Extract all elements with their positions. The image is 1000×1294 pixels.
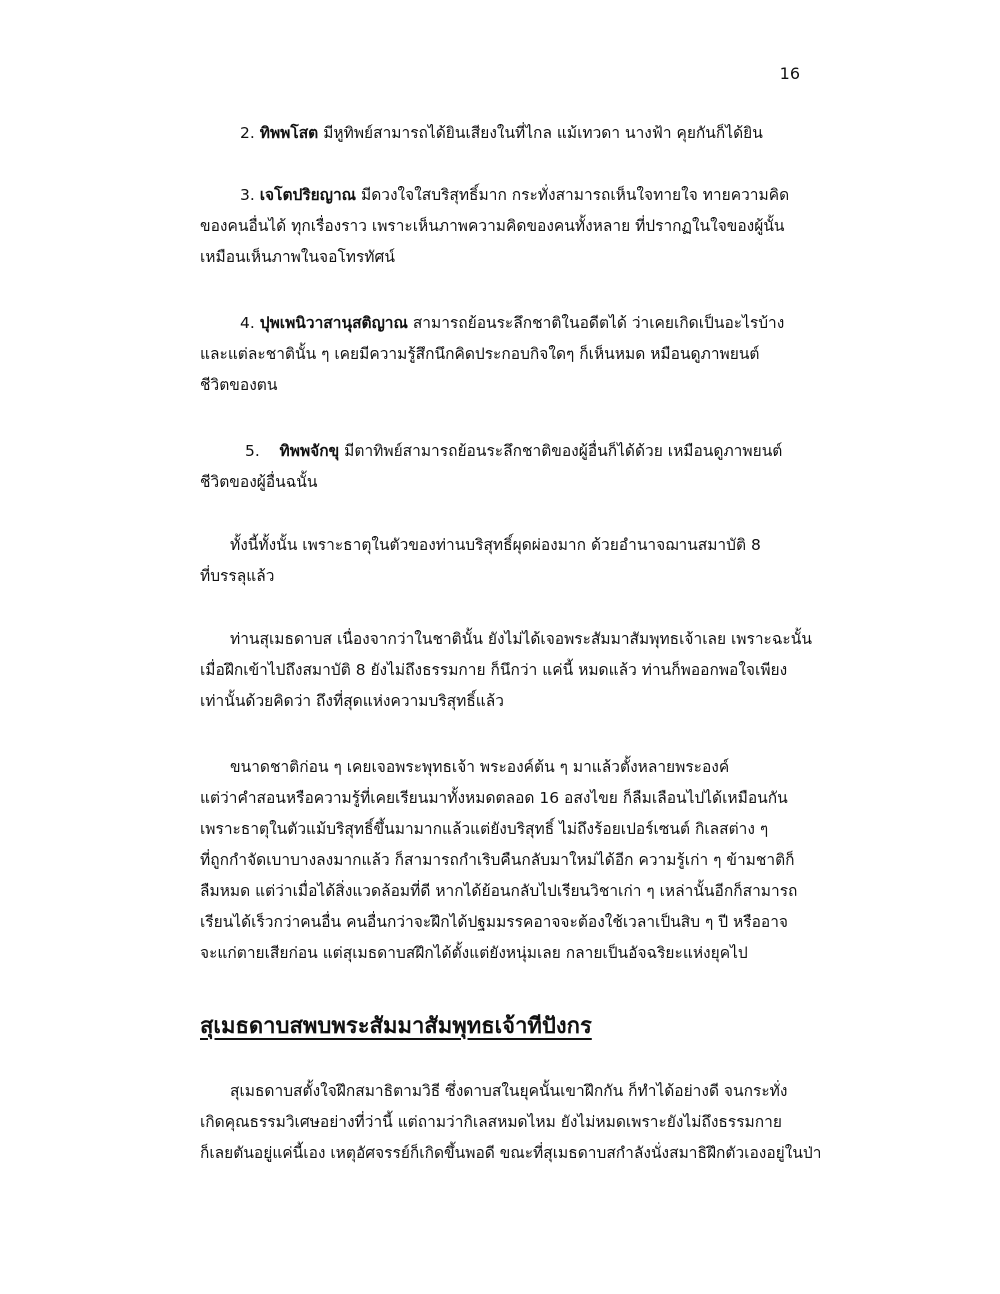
item-number: 4. bbox=[240, 314, 255, 332]
list-item-3 bbox=[200, 180, 800, 273]
paragraph-line: ก็เลยตันอยู่แค่นี้เอง เหตุอัศจรรย์ก็เกิดขึ้นพอดี ขณะที่สุเมธดาบสกำลังนั่งสมาธิฝึกตัวเองอยู่ในป่า bbox=[200, 1144, 822, 1162]
item-number: 5. bbox=[245, 442, 260, 460]
section-heading: สุเมธดาบสพบพระสัมมาสัมพุทธเจ้าทีปังกร bbox=[200, 1014, 592, 1039]
paragraph-2 bbox=[200, 624, 812, 717]
item-term: ทิพพจักขุ bbox=[279, 442, 340, 460]
item-term: เจโตปริยญาณ bbox=[259, 186, 357, 204]
paragraph-line: เมื่อฝึกเข้าไปถึงสมาบัติ 8 ยังไม่ถึงธรรมกาย ก็นึกว่า แค่นี้ หมดแล้ว ท่านก็พออกพอใจเพียง bbox=[200, 661, 788, 679]
paragraph-line: ที่ถูกกำจัดเบาบางลงมากแล้ว ก็สามารถกำเริบคืนกลับมาใหม่ได้อีก ความรู้เก่า ๆ ข้ามชาติก็ bbox=[200, 851, 795, 869]
paragraph-line: สุเมธดาบสตั้งใจฝึกสมาธิตามวิธี ซึ่งดาบสในยุคนั้นเขาฝึกกัน ก็ทำได้อย่างดี จนกระทั่ง bbox=[230, 1082, 788, 1100]
item-text-line: และแต่ละชาตินั้น ๆ เคยมีความรู้สึกนึกคิดประกอบกิจใดๆ ก็เห็นหมด หมือนดูภาพยนต์ bbox=[200, 345, 760, 363]
paragraph-line: ท่านสุเมธดาบส เนื่องจากว่าในชาตินั้น ยังไม่ได้เจอพระสัมมาสัมพุทธเจ้าเลย เพราะฉะนั้น bbox=[230, 630, 812, 648]
paragraph-line: ที่บรรลุแล้ว bbox=[200, 567, 275, 585]
item-text: มีตาทิพย์สามารถย้อนระลึกชาติของผู้อื่นก็ได้ด้วย เหมือนดูภาพยนต์ bbox=[344, 442, 783, 460]
paragraph-line: ลืมหมด แต่ว่าเมื่อได้สิ่งแวดล้อมที่ดี หากได้ย้อนกลับไปเรียนวิชาเก่า ๆ เหล่านั้นอีกก็สามารถ bbox=[200, 882, 798, 900]
paragraph-line: ทั้งนี้ทั้งนั้น เพราะธาตุในตัวของท่านบริสุทธิ์ผุดผ่องมาก ด้วยอำนาจฌานสมาบัติ 8 bbox=[230, 536, 761, 554]
paragraph-line: เพราะธาตุในตัวแม้บริสุทธิ์ขึ้นมามากแล้วแต่ยังบริสุทธิ์ ไม่ถึงร้อยเปอร์เซนต์ กิเลสต่าง ๆ bbox=[200, 820, 769, 838]
item-text-line: เหมือนเห็นภาพในจอโทรทัศน์ bbox=[200, 248, 395, 266]
item-number: 2. bbox=[240, 124, 255, 142]
page-number: 16 bbox=[779, 64, 800, 83]
paragraph-line: แต่ว่าคำสอนหรือความรู้ที่เคยเรียนมาทั้งหมดตลอด 16 อสงไขย ก็ลืมเลือนไปได้เหมือนกัน bbox=[200, 789, 788, 807]
paragraph-line: เกิดคุณธรรมวิเศษอย่างที่ว่านี้ แต่ถามว่ากิเลสหมดไหม ยังไม่หมดเพราะยังไม่ถึงธรรมกาย bbox=[200, 1113, 782, 1131]
item-number: 3. bbox=[240, 186, 255, 204]
item-text-line: ชีวิตของผู้อื่นฉนั้น bbox=[200, 473, 318, 491]
list-item-2 bbox=[200, 118, 800, 149]
item-text-line: ชีวิตของตน bbox=[200, 376, 278, 394]
paragraph-line: เท่านั้นด้วยคิดว่า ถึงที่สุดแห่งความบริสุทธิ์แล้ว bbox=[200, 692, 504, 710]
paragraph-line: เรียนได้เร็วกว่าคนอื่น คนอื่นกว่าจะฝึกได้ปฐมมรรคอาจจะต้องใช้เวลาเป็นสิบ ๆ ปี หรืออาจ bbox=[200, 913, 788, 931]
item-text: มีดวงใจใสบริสุทธิ์มาก กระทั่งสามารถเห็นใจทายใจ ทายความคิด bbox=[360, 186, 790, 204]
item-text: สามารถย้อนระลึกชาติในอดีตได้ ว่าเคยเกิดเป็นอะไรบ้าง bbox=[412, 314, 785, 332]
list-item-5 bbox=[200, 436, 800, 498]
paragraph-1 bbox=[200, 530, 800, 592]
item-term: ทิพพโสต bbox=[259, 124, 319, 142]
paragraph-line: ขนาดชาติก่อน ๆ เคยเจอพระพุทธเจ้า พระองค์ต้น ๆ มาแล้วตั้งหลายพระองค์ bbox=[230, 758, 730, 776]
item-text: มีหูทิพย์สามารถได้ยินเสียงในที่ไกล แม้เทวดา นางฟ้า คุยกันก็ได้ยิน bbox=[323, 124, 763, 142]
item-text-line: ของคนอื่นได้ ทุกเรื่องราว เพราะเห็นภาพความคิดของคนทั้งหลาย ที่ปรากฏในใจของผู้นั้น bbox=[200, 217, 785, 235]
list-item-4 bbox=[200, 308, 800, 401]
item-term: ปุพเพนิวาสานุสติญาณ bbox=[259, 314, 408, 332]
paragraph-3 bbox=[200, 752, 800, 969]
paragraph-4 bbox=[200, 1076, 822, 1169]
paragraph-line: จะแก่ตายเสียก่อน แต่สุเมธดาบสฝึกได้ตั้งแต่ยังหนุ่มเลย กลายเป็นอัจฉริยะแห่งยุคไป bbox=[200, 944, 748, 962]
